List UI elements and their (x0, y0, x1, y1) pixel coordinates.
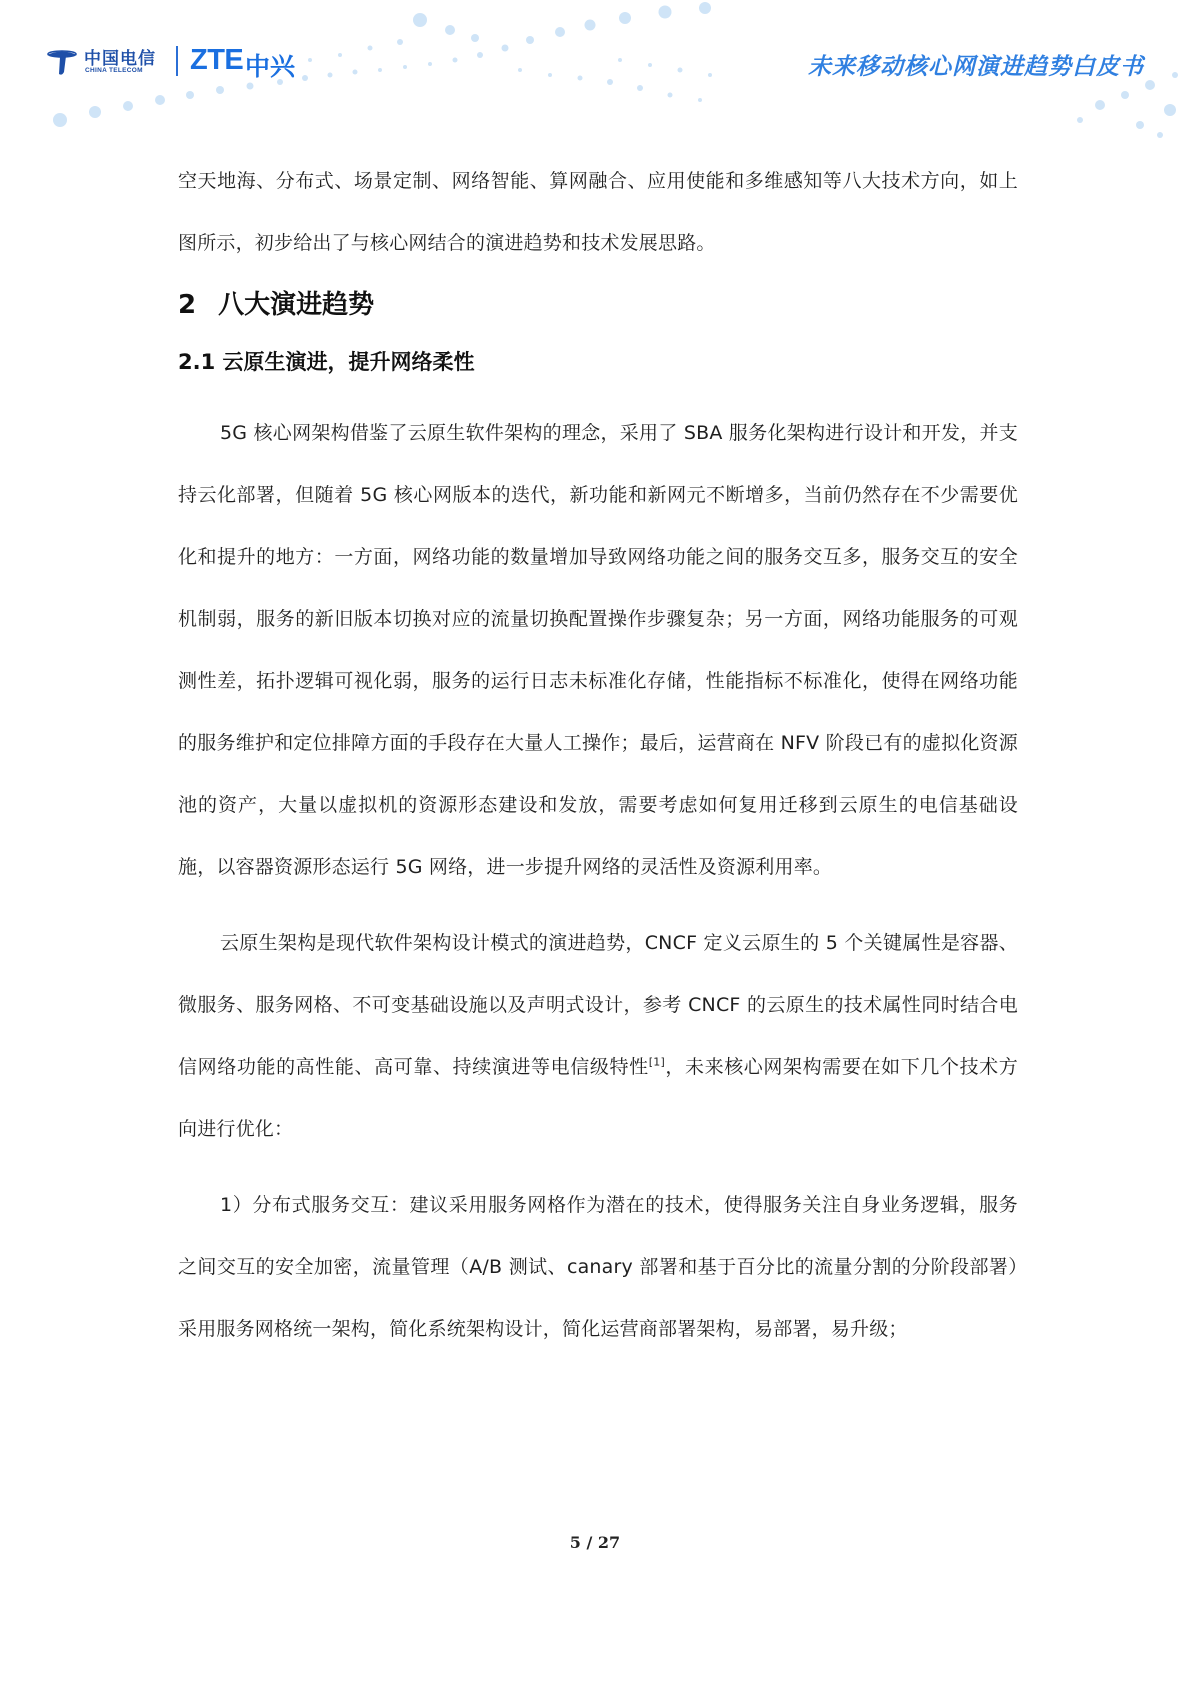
paragraph-gap (178, 1160, 1018, 1174)
section-heading (178, 280, 1018, 330)
intro-paragraph: 空天地海、分布式、场景定制、网络智能、算网融合、应用使能和多维感知等八大技术方向，如上图所示，初步给出了与核心网结合的演进趋势和技术发展思路。 (178, 170, 1018, 254)
section-number: 2 (178, 290, 197, 320)
paragraph-2-text: 云原生架构是现代软件架构设计模式的演进趋势，CNCF 定义云原生的 5 个关键属性是容器、微服务、服务网格、不可变基础设施以及声明式设计，参考 CNCF 的云原生的技术属性同时结合电信网络功能的高性能、高可靠、持续演进等电信级特性 (178, 932, 1018, 1078)
page-header (0, 0, 1190, 150)
china-telecom-logo (44, 42, 164, 82)
page-content (178, 150, 1018, 1360)
body-paragraph-3: 1）分布式服务交互：建议采用服务网格作为潜在的技术，使得服务关注自身业务逻辑，服务之间交互的安全加密，流量管理（A/B 测试、canary 部署和基于百分比的流量分割的分阶段部署）采用服务网格统一架构，简化系统架构设计，简化运营商部署架构，易部署，易升级； (178, 1194, 1018, 1340)
section-title: 八大演进趋势 (218, 290, 375, 320)
body-paragraph-2 (178, 912, 1018, 1160)
paragraph-2-text-end: ，未来核心网架构需要在如下几个技术方向进行优化： (178, 1056, 1018, 1140)
china-telecom-logo-subtext: CHINA TELECOM (85, 67, 143, 74)
china-telecom-logo-text: 中国电信 (84, 49, 156, 69)
china-telecom-emblem-icon (44, 46, 80, 78)
zte-logo-cn-text: 中兴 (245, 52, 296, 81)
zte-logo-text: ZTE (190, 44, 244, 76)
body-paragraph-1: 5G 核心网架构借鉴了云原生软件架构的理念，采用了 SBA 服务化架构进行设计和开发，并支持云化部署，但随着 5G 核心网版本的迭代，新功能和新网元不断增多，当前仍然存在不少需要优化和提升的地方：一方面，网络功能的数量增加导致网络功能之间的服务交互多，服务交互的安全机制弱，服务的新旧版本切换对应的流量切换配置操作步骤复杂；另一方面，网络功能服务的可观测性差，拓扑逻辑可视化弱，服务的运行日志未标准化存储，性能指标不标准化，使得在网络功能的服务维护和定位排障方面的手段存在大量人工操作；最后，运营商在 NFV 阶段已有的虚拟化资源池的资产，大量以虚拟机的资源形态建设和发放，需要考虑如何复用迁移到云原生的电信基础设施，以容器资源形态运行 5G 网络，进一步提升网络的灵活性及资源利用率。 (178, 422, 1018, 878)
document-title: 未来移动核心网演进趋势白皮书 (808, 54, 1144, 80)
subsection-heading: 2.1 云原生演进，提升网络柔性 (178, 350, 475, 374)
paragraph-gap (178, 898, 1018, 912)
logo-divider (176, 46, 178, 76)
page-number: 5 / 27 (569, 1533, 621, 1552)
reference-marker[interactable]: [1] (648, 1055, 665, 1069)
